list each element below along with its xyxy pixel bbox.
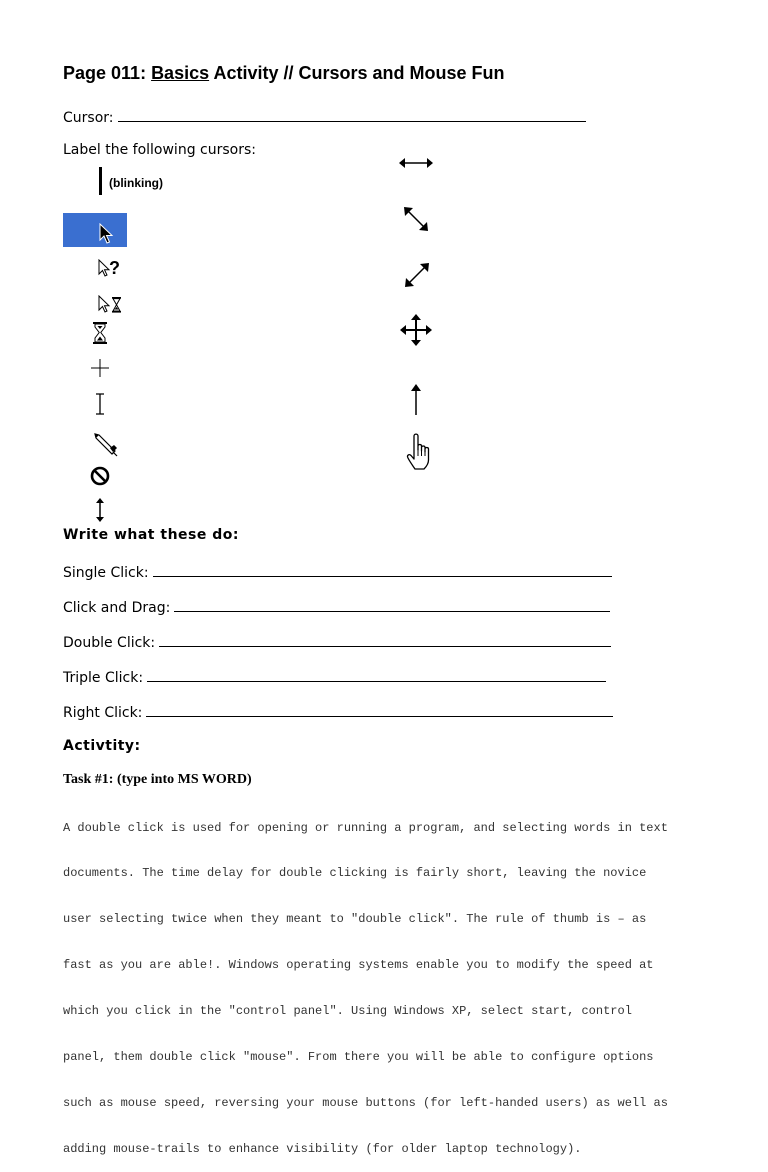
task-line: user selecting twice when they meant to "double click". The rule of thumb is – as — [63, 912, 647, 927]
click-and-drag-blank[interactable] — [174, 597, 610, 612]
task-line: adding mouse-trails to enhance visibility (for older laptop technology). — [63, 1141, 582, 1156]
arrow-pointer-icon — [99, 223, 115, 245]
single-click-blank[interactable] — [153, 562, 612, 577]
triple-click-label: Triple Click: — [63, 670, 144, 686]
diagonal-resize-nw-se-icon — [403, 206, 429, 232]
task-line: documents. The time delay for double clicking is fairly short, leaving the novice — [63, 866, 647, 881]
double-click-label: Double Click: — [63, 635, 156, 651]
task-body — [63, 790, 713, 1172]
precision-select-crosshair-icon — [90, 358, 110, 378]
label-cursors-instruction: Label the following cursors: — [63, 142, 256, 158]
cursor-definition-blank[interactable] — [118, 107, 586, 122]
task-line: panel, them double click "mouse". From there you will be able to configure options — [63, 1050, 654, 1065]
alternate-select-up-arrow-icon — [409, 384, 423, 416]
unavailable-icon — [90, 466, 110, 486]
double-click-blank[interactable] — [159, 632, 611, 647]
text-select-ibeam-icon — [94, 393, 106, 415]
page-title-underlined: Basics — [151, 63, 210, 83]
page-title-suffix: Activity // Cursors and Mouse Fun — [209, 63, 505, 83]
cursor-definition-label: Cursor: — [63, 110, 114, 126]
activity-heading: Activtity: — [63, 738, 141, 754]
single-click-row — [63, 562, 612, 581]
blinking-label: (blinking) — [109, 176, 163, 190]
task-line: which you click in the "control panel". Using Windows XP, select start, control — [63, 1004, 632, 1019]
task-line: such as mouse speed, reversing your mouse buttons (for left-handed users) as well as — [63, 1095, 668, 1110]
click-and-drag-label: Click and Drag: — [63, 600, 171, 616]
vertical-resize-icon — [94, 498, 106, 522]
page-title-prefix: Page 011: — [63, 63, 152, 83]
cursor-definition-row — [63, 107, 586, 126]
task-title: Task #1: (type into MS WORD) — [63, 772, 252, 787]
link-select-hand-icon — [405, 432, 439, 472]
right-click-label: Right Click: — [63, 705, 143, 721]
write-section-heading: Write what these do: — [63, 527, 239, 543]
selected-cursor-highlight — [63, 213, 127, 247]
task-line: fast as you are able!. Windows operating systems enable you to modify the speed at — [63, 958, 654, 973]
handwriting-pen-icon — [93, 432, 119, 458]
move-icon — [400, 314, 432, 346]
triple-click-row — [63, 667, 606, 686]
horizontal-resize-icon — [399, 156, 433, 170]
text-caret-icon — [99, 167, 102, 195]
double-click-row — [63, 632, 611, 651]
right-click-blank[interactable] — [146, 702, 613, 717]
task-line: A double click is used for opening or running a program, and selecting words in text — [63, 820, 668, 835]
diagonal-resize-ne-sw-icon — [404, 262, 430, 288]
page-title — [63, 63, 504, 84]
right-click-row — [63, 702, 613, 721]
triple-click-blank[interactable] — [147, 667, 606, 682]
single-click-label: Single Click: — [63, 565, 149, 581]
busy-hourglass-icon — [92, 321, 108, 345]
click-and-drag-row — [63, 597, 610, 616]
working-in-background-icon — [98, 295, 124, 315]
help-question-mark: ? — [109, 258, 120, 278]
